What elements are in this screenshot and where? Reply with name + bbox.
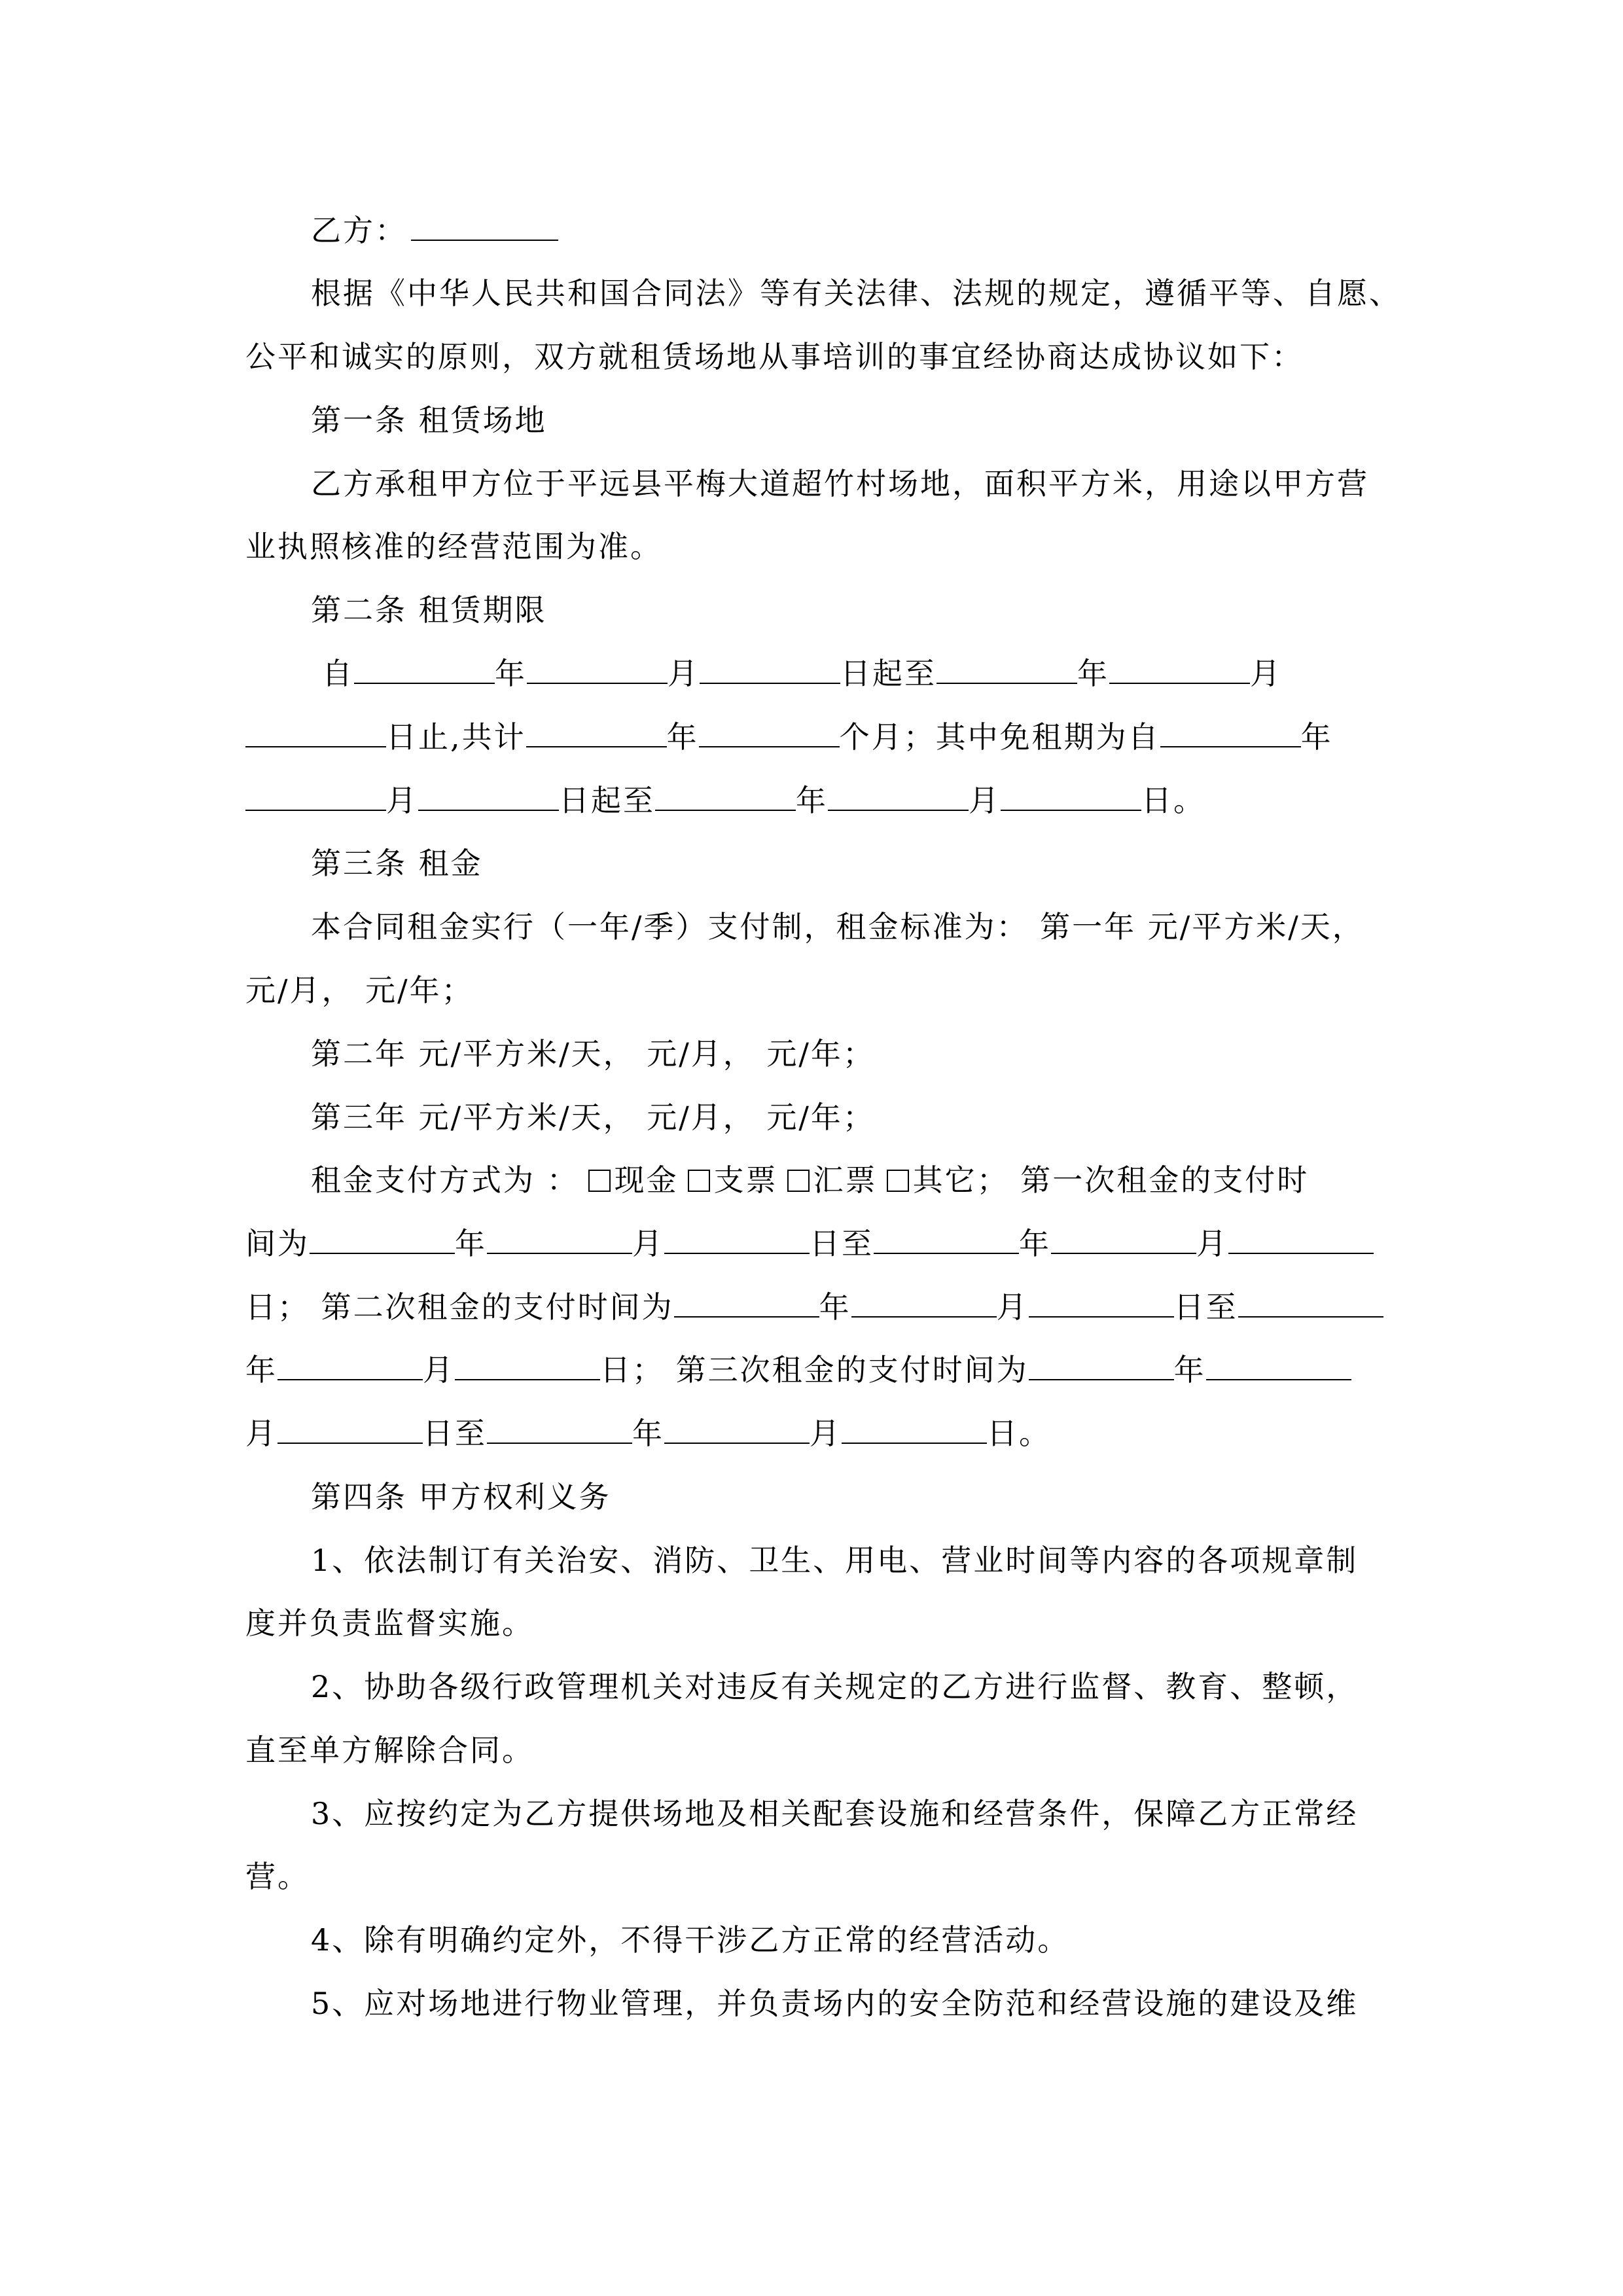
pay2-end-month-blank[interactable] — [277, 1350, 423, 1380]
article-2-title: 第二条 租赁期限 — [311, 592, 547, 628]
pay2-start-year-blank[interactable] — [674, 1287, 819, 1318]
article-1-para-line-2: 业执照核准的经营范围为准。 — [245, 529, 662, 564]
year-label: 年 — [1300, 719, 1333, 755]
day-from-to-label: 日起至 — [559, 783, 655, 818]
other-label: 其它 — [912, 1162, 977, 1198]
article-4-item-3-line-2: 营。 — [245, 1859, 310, 1894]
term-start-month-blank[interactable] — [527, 654, 668, 684]
article-4-title: 第四条 甲方权利义务 — [311, 1479, 611, 1515]
month-label: 月 — [245, 1416, 277, 1451]
month-label: 月 — [996, 1289, 1029, 1325]
term-line-2 — [245, 717, 1333, 757]
remit-label: 汇票 — [813, 1162, 878, 1198]
free-start-month-blank[interactable] — [245, 781, 386, 811]
payment-line-4 — [245, 1350, 1351, 1390]
intro-line-2: 公平和诚实的原则，双方就租赁场地从事培训的事宜经协商达成协议如下： — [245, 339, 1304, 374]
month-label: 月 — [969, 783, 1001, 818]
year-label: 年 — [632, 1416, 664, 1451]
term-line-1 — [322, 654, 1282, 693]
remit-checkbox[interactable] — [787, 1170, 810, 1192]
pay2-start-month-blank[interactable] — [851, 1287, 997, 1318]
payment-line-2 — [245, 1224, 1374, 1263]
year-label: 年 — [819, 1289, 851, 1325]
month-label: 月 — [423, 1352, 455, 1388]
article-4-item-5-line-1: 5、应对场地进行物业管理，并负责场内的安全防范和经营设施的建设及维 — [311, 1986, 1359, 2021]
term-from-label: 自 — [322, 656, 354, 691]
article-1-title: 第一条 租赁场地 — [311, 403, 547, 438]
pay3-start-month-blank[interactable] — [1206, 1350, 1351, 1380]
cash-checkbox[interactable] — [588, 1170, 611, 1192]
pay2-end-year-blank[interactable] — [1238, 1287, 1383, 1318]
month-label: 月 — [632, 1226, 664, 1261]
cheque-label: 支票 — [713, 1162, 778, 1198]
year-label: 年 — [796, 783, 828, 818]
pay2-start-day-blank[interactable] — [1029, 1287, 1174, 1318]
article-4-item-2-line-2: 直至单方解除合同。 — [245, 1732, 534, 1768]
term-end-month-blank[interactable] — [1109, 654, 1250, 684]
pay1-start-day-blank[interactable] — [664, 1224, 810, 1254]
pay1-start-year-blank[interactable] — [310, 1224, 455, 1254]
first-payment-label: ； 第一次租金的支付时 — [976, 1162, 1310, 1198]
free-end-year-blank[interactable] — [655, 781, 796, 811]
pay3-end-day-blank[interactable] — [842, 1414, 987, 1444]
pay3-start-year-blank[interactable] — [1029, 1350, 1174, 1380]
pay3-end-month-blank[interactable] — [664, 1414, 810, 1444]
rent-standard-line-1: 本合同租金实行（一年/季）支付制，租金标准为： 第一年 元/平方米/天， — [311, 909, 1364, 944]
day-to-label: 日至 — [423, 1416, 487, 1451]
pay2-end-day-blank[interactable] — [455, 1350, 600, 1380]
month-label: 月 — [810, 1416, 842, 1451]
cash-label: 现金 — [614, 1162, 679, 1198]
term-line-3 — [245, 781, 1205, 820]
party-b-blank[interactable] — [411, 211, 558, 241]
payment-method-label: 租金支付方式为 ： — [311, 1162, 579, 1198]
month-label: 月 — [1196, 1226, 1228, 1261]
day-to-label: 日至 — [1173, 1289, 1238, 1325]
pay3-start-day-blank[interactable] — [277, 1414, 423, 1444]
party-b-label: 乙方： — [311, 213, 407, 248]
third-payment-label: 日； 第三次租金的支付时间为 — [600, 1352, 1029, 1388]
term-total-months-blank[interactable] — [699, 717, 840, 747]
payment-line-5 — [245, 1414, 1051, 1453]
second-payment-label: 日； 第二次租金的支付时间为 — [245, 1289, 674, 1325]
month-label: 月 — [386, 783, 418, 818]
article-4-item-2-line-1: 2、协助各级行政管理机关对违反有关规定的乙方进行监督、教育、整顿， — [311, 1669, 1359, 1704]
article-4-item-1-line-1: 1、依法制订有关治安、消防、卫生、用电、营业时间等内容的各项规章制 — [311, 1543, 1359, 1578]
pay3-end-year-blank[interactable] — [487, 1414, 632, 1444]
article-4-item-3-line-1: 3、应按约定为乙方提供场地及相关配套设施和经营条件，保障乙方正常经 — [311, 1796, 1359, 1831]
free-end-month-blank[interactable] — [828, 781, 969, 811]
day-end-total-label: 日止,共计 — [386, 719, 526, 755]
year-label: 年 — [1173, 1352, 1206, 1388]
year-label: 年 — [455, 1226, 487, 1261]
free-start-day-blank[interactable] — [418, 781, 559, 811]
article-3-title: 第三条 租金 — [311, 846, 483, 881]
intro-line-1: 根据《中华人民共和国合同法》等有关法律、法规的规定，遵循平等、自愿、 — [311, 276, 1401, 311]
free-end-day-blank[interactable] — [1001, 781, 1141, 811]
year-label: 年 — [495, 656, 527, 691]
pay1-end-month-blank[interactable] — [1051, 1224, 1196, 1254]
day-to-label: 日至 — [810, 1226, 874, 1261]
month-label: 月 — [668, 656, 700, 691]
other-checkbox[interactable] — [887, 1170, 909, 1192]
pay1-end-year-blank[interactable] — [874, 1224, 1019, 1254]
term-total-years-blank[interactable] — [526, 717, 667, 747]
article-4-item-1-line-2: 度并负责监督实施。 — [245, 1605, 534, 1641]
pay1-start-month-blank[interactable] — [487, 1224, 632, 1254]
month-label: 月 — [1250, 656, 1282, 691]
day-end-label: 日。 — [987, 1416, 1051, 1451]
free-start-year-blank[interactable] — [1160, 717, 1301, 747]
year-label: 年 — [1077, 656, 1109, 691]
year-label: 年 — [245, 1352, 277, 1388]
pay1-end-day-blank[interactable] — [1228, 1224, 1374, 1254]
time-is-label: 间为 — [245, 1226, 310, 1261]
day-from-to-label: 日起至 — [840, 656, 936, 691]
year-label: 年 — [666, 719, 699, 755]
day-end-label: 日。 — [1141, 783, 1205, 818]
rent-standard-line-2: 元/月， 元/年； — [245, 973, 474, 1008]
term-start-year-blank[interactable] — [354, 654, 495, 684]
article-1-para-line-1: 乙方承租甲方位于平远县平梅大道超竹村场地，面积平方米，用途以甲方营 — [311, 466, 1369, 501]
party-b-line — [311, 211, 558, 250]
term-end-day-blank[interactable] — [245, 717, 386, 747]
cheque-checkbox[interactable] — [688, 1170, 710, 1192]
article-4-item-4: 4、除有明确约定外，不得干涉乙方正常的经营活动。 — [311, 1922, 1070, 1958]
term-start-day-blank[interactable] — [700, 654, 840, 684]
months-rent-free-label: 个月；其中免租期为自 — [839, 719, 1160, 755]
rent-year-3-line: 第三年 元/平方米/天， 元/月， 元/年； — [311, 1100, 875, 1135]
payment-method-line — [311, 1160, 1309, 1200]
term-end-year-blank[interactable] — [936, 654, 1077, 684]
payment-line-3 — [245, 1287, 1383, 1327]
rent-year-2-line: 第二年 元/平方米/天， 元/月， 元/年； — [311, 1036, 875, 1071]
year-label: 年 — [1019, 1226, 1051, 1261]
